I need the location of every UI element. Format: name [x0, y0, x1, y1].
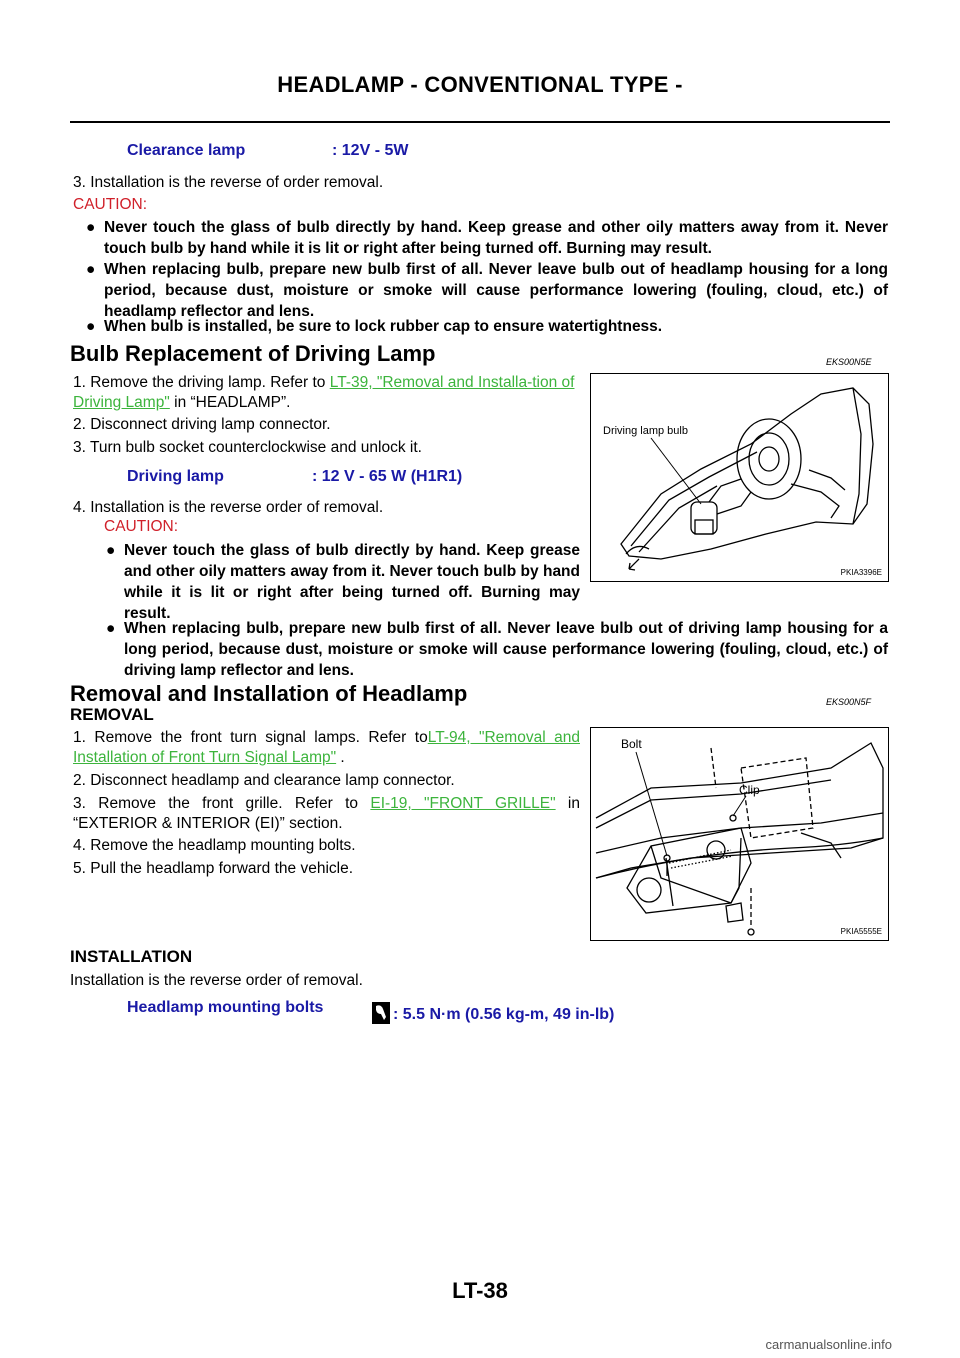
- installation-heading: INSTALLATION: [70, 947, 193, 966]
- figure-code: PKIA5555E: [840, 927, 882, 936]
- figure-callout-clip: Clip: [739, 783, 760, 797]
- page-header-title: HEADLAMP - CONVENTIONAL TYPE -: [277, 72, 683, 97]
- figure-callout-driving-lamp-bulb: Driving lamp bulb: [603, 425, 688, 437]
- caution-bullet: ● Never touch the glass of bulb directly by hand. Keep grease and other oily matters away from it. Never touch bulb by hand while it is lit or right after being turned off. Burning may result.: [86, 219, 888, 257]
- torque-spec-value: : 5.5 N·m (0.56 kg-m, 49 in-lb): [393, 1006, 615, 1023]
- link-ei-19[interactable]: EI-19, "FRONT GRILLE": [370, 795, 556, 812]
- caution-bullet: ● When replacing bulb, prepare new bulb first of all. Never leave bulb out of driving lamp housing for a long period, because dust, moisture or smoke will cause performance lowering (fouling, cloud, etc.) of driving lamp reflector and lens.: [106, 620, 888, 679]
- page-number: LT-38: [452, 1278, 508, 1303]
- driving-lamp-spec-label: Driving lamp: [127, 468, 224, 485]
- step-3-installation: 3. Installation is the reverse of order removal.: [73, 174, 384, 191]
- step-2-disconnect-headlamp: 2. Disconnect headlamp and clearance lamp connector.: [73, 772, 455, 789]
- installation-text: Installation is the reverse order of removal.: [70, 972, 363, 989]
- clearance-lamp-spec-value: : 12V - 5W: [332, 142, 409, 159]
- step-1-remove-driving-lamp: 1. Remove the driving lamp. Refer to LT-39, "Removal and Installa-tion of Driving Lamp" in “HEADLAMP”.: [73, 374, 575, 411]
- headlamp-figure: [590, 727, 889, 941]
- section-title-driving-lamp: Bulb Replacement of Driving Lamp: [70, 341, 436, 366]
- step-5-pull-headlamp: 5. Pull the headlamp forward the vehicle.: [73, 860, 354, 877]
- driving-lamp-spec-value: : 12 V - 65 W (H1R1): [312, 468, 463, 485]
- driving-lamp-illustration: [591, 374, 888, 581]
- clearance-lamp-spec-label: Clearance lamp: [127, 142, 246, 159]
- caution-bullet: ● When replacing bulb, prepare new bulb first of all. Never leave bulb out of headlamp housing for a long period, because dust, moisture or smoke will cause performance lowering (fouling, cloud, etc.) of headlamp reflector and lens.: [86, 261, 888, 320]
- step-3-remove-grille: 3. Remove the front grille. Refer to EI-19, "FRONT GRILLE" in “EXTERIOR & INTERIOR (EI)” section.: [73, 795, 580, 832]
- torque-spec-label: Headlamp mounting bolts: [127, 999, 324, 1016]
- link-lt-39[interactable]: LT-39, "Removal and Installa-tion of Driving Lamp": [73, 374, 575, 411]
- driving-lamp-figure: [590, 373, 889, 582]
- step-2-disconnect: 2. Disconnect driving lamp connector.: [73, 416, 331, 433]
- watermark: carmanualsonline.info: [765, 1337, 892, 1352]
- caution-label: CAUTION:: [73, 196, 148, 213]
- section-code: EKS00N5E: [826, 357, 872, 367]
- caution-label: CAUTION:: [104, 518, 179, 535]
- section-code: EKS00N5F: [826, 697, 872, 707]
- link-lt-94[interactable]: LT-94, "Removal and Installation of Front Turn Signal Lamp": [73, 729, 580, 766]
- step-1-remove-turn-signal: 1. Remove the front turn signal lamps. Refer toLT-94, "Removal and Installation of Front Turn Signal Lamp" .: [73, 729, 580, 766]
- caution-bullet: ● When bulb is installed, be sure to lock rubber cap to ensure watertightness.: [86, 318, 663, 335]
- figure-code: PKIA3396E: [840, 568, 882, 577]
- removal-heading: REMOVAL: [70, 705, 154, 724]
- step-3-turn-socket: 3. Turn bulb socket counterclockwise and unlock it.: [73, 439, 422, 456]
- step-4-installation: 4. Installation is the reverse order of removal.: [73, 499, 384, 516]
- figure-callout-bolt: Bolt: [621, 737, 642, 751]
- torque-wrench-icon: [372, 1002, 390, 1024]
- section-title-headlamp: Removal and Installation of Headlamp: [70, 681, 468, 706]
- caution-bullet: ● Never touch the glass of bulb directly by hand. Keep grease and other oily matters away from it. Never touch bulb by hand while it is lit or right after being turned off. Burning may result.: [106, 542, 580, 622]
- header-rule: [70, 121, 890, 123]
- step-4-remove-bolts: 4. Remove the headlamp mounting bolts.: [73, 837, 356, 854]
- headlamp-illustration: [591, 728, 888, 940]
